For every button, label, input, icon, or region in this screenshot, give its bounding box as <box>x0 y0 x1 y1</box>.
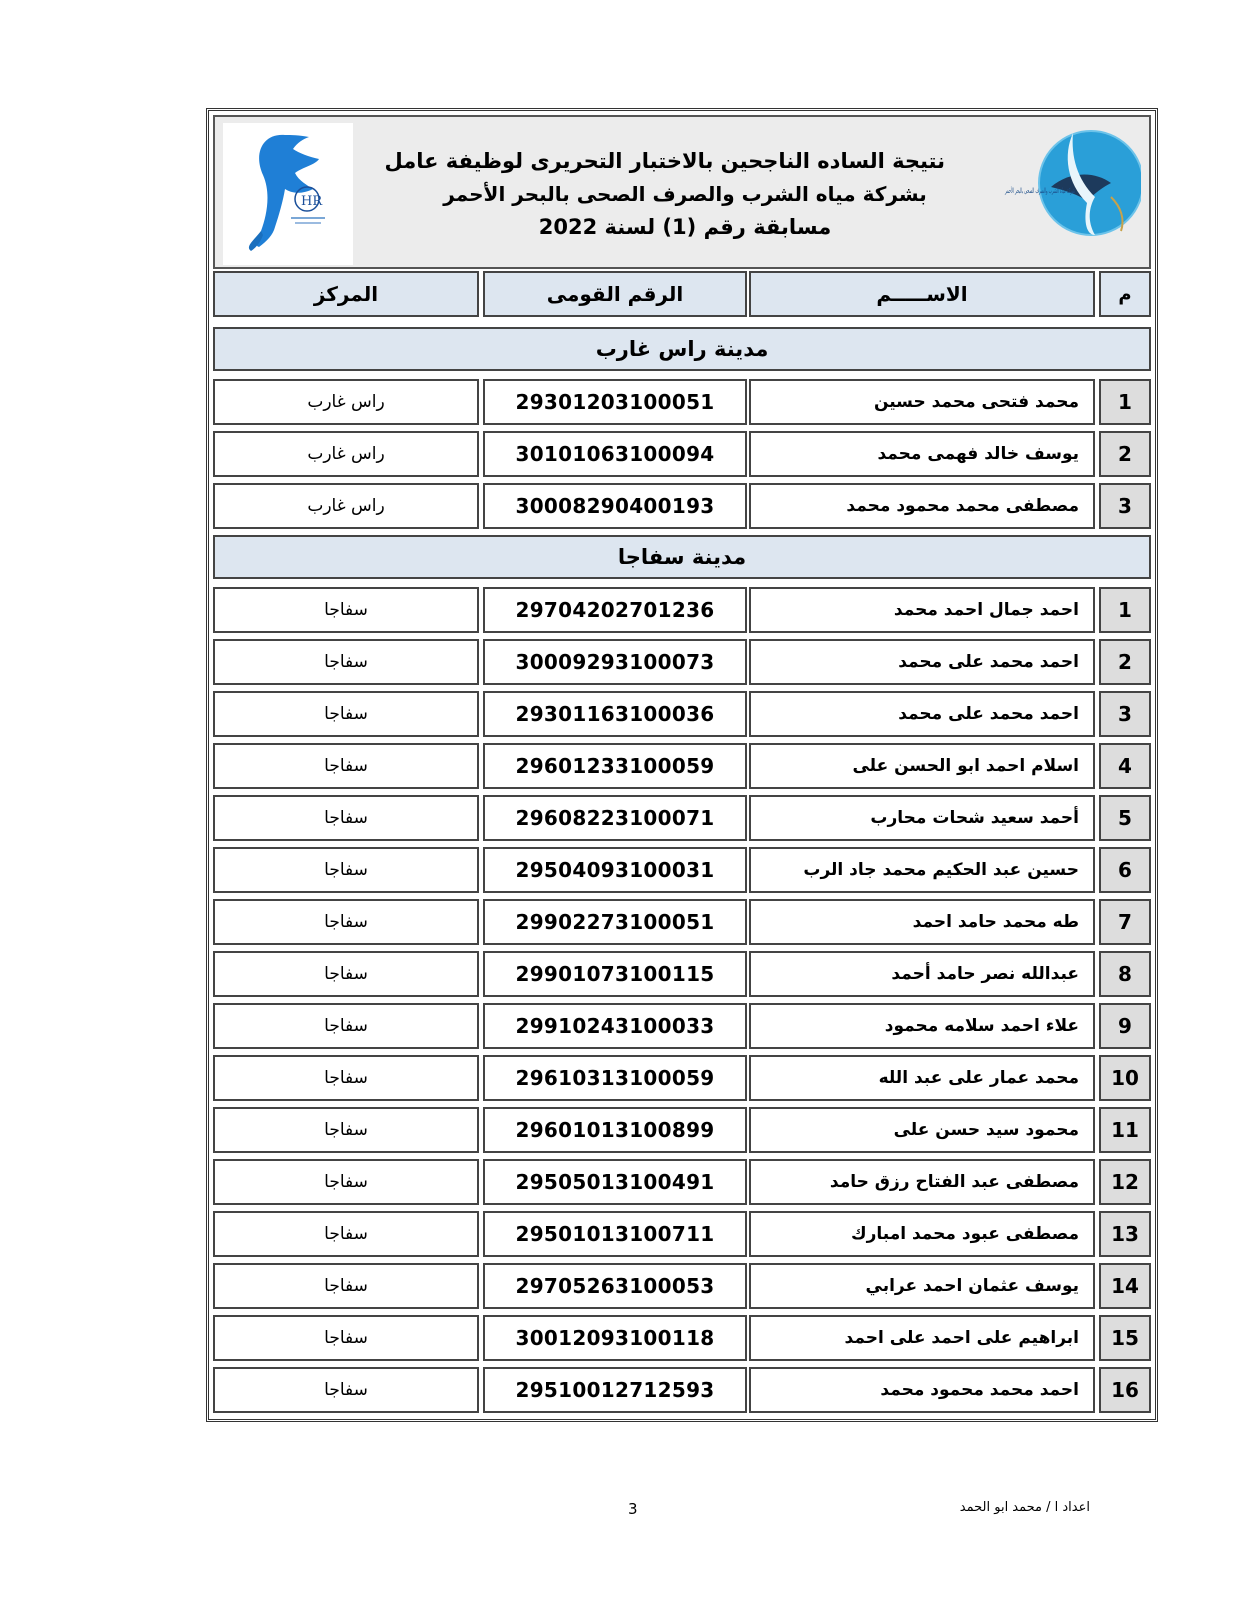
table-row <box>213 691 1151 737</box>
national-id-cell: 29901073100115 <box>483 951 747 997</box>
name-cell: محمد عمار على عبد الله <box>749 1055 1095 1101</box>
table-row <box>213 1055 1151 1101</box>
table-row <box>213 899 1151 945</box>
title-line-1: نتيجة الساده الناجحين بالاختبار التحريرى لوظيفة عامل <box>384 149 945 173</box>
center-cell: راس غارب <box>213 379 479 425</box>
table-row <box>213 379 1151 425</box>
table-row <box>213 587 1151 633</box>
center-cell: سفاجا <box>213 587 479 633</box>
center-cell: سفاجا <box>213 1055 479 1101</box>
name-cell: احمد محمد على محمد <box>749 691 1095 737</box>
table-row <box>213 1003 1151 1049</box>
name-cell: محمد فتحى محمد حسين <box>749 379 1095 425</box>
national-id-cell: 29501013100711 <box>483 1211 747 1257</box>
row-number-cell: 13 <box>1099 1211 1151 1257</box>
row-number-cell: 14 <box>1099 1263 1151 1309</box>
national-id-cell: 29301203100051 <box>483 379 747 425</box>
water-company-logo-icon <box>991 127 1141 247</box>
center-cell: سفاجا <box>213 1263 479 1309</box>
name-cell: اسلام احمد ابو الحسن على <box>749 743 1095 789</box>
national-id-cell: 29705263100053 <box>483 1263 747 1309</box>
column-header-national-id: الرقم القومى <box>483 271 747 317</box>
table-row <box>213 1107 1151 1153</box>
national-id-cell: 29610313100059 <box>483 1055 747 1101</box>
center-cell: سفاجا <box>213 1107 479 1153</box>
table-header-row <box>213 271 1151 317</box>
name-cell: محمود سيد حسن على <box>749 1107 1095 1153</box>
table-row <box>213 1263 1151 1309</box>
results-document <box>206 108 1158 1422</box>
center-cell: سفاجا <box>213 847 479 893</box>
row-number-cell: 4 <box>1099 743 1151 789</box>
name-cell: طه محمد حامد احمد <box>749 899 1095 945</box>
name-cell: احمد محمد محمود محمد <box>749 1367 1095 1413</box>
row-number-cell: 3 <box>1099 483 1151 529</box>
row-number-cell: 7 <box>1099 899 1151 945</box>
national-id-cell: 30012093100118 <box>483 1315 747 1361</box>
row-number-cell: 2 <box>1099 431 1151 477</box>
row-number-cell: 5 <box>1099 795 1151 841</box>
name-cell: عبدالله نصر حامد أحمد <box>749 951 1095 997</box>
table-row <box>213 1159 1151 1205</box>
table-row <box>213 1211 1151 1257</box>
national-id-cell: 29902273100051 <box>483 899 747 945</box>
section-title-ras-gharib: مدينة راس غارب <box>213 327 1151 371</box>
table-row <box>213 951 1151 997</box>
center-cell: سفاجا <box>213 1315 479 1361</box>
national-id-cell: 30009293100073 <box>483 639 747 685</box>
center-cell: سفاجا <box>213 743 479 789</box>
center-cell: سفاجا <box>213 1211 479 1257</box>
row-number-cell: 2 <box>1099 639 1151 685</box>
name-cell: احمد محمد على محمد <box>749 639 1095 685</box>
center-cell: سفاجا <box>213 899 479 945</box>
national-id-cell: 29601013100899 <box>483 1107 747 1153</box>
national-id-cell: 30008290400193 <box>483 483 747 529</box>
name-cell: أحمد سعيد شحات محارب <box>749 795 1095 841</box>
name-cell: مصطفى محمد محمود محمد <box>749 483 1095 529</box>
row-number-cell: 6 <box>1099 847 1151 893</box>
row-number-cell: 3 <box>1099 691 1151 737</box>
national-id-cell: 29504093100031 <box>483 847 747 893</box>
center-cell: سفاجا <box>213 795 479 841</box>
national-id-cell: 30101063100094 <box>483 431 747 477</box>
title-line-2: بشركة مياه الشرب والصرف الصحى بالبحر الأحمر <box>443 182 927 206</box>
table-row <box>213 847 1151 893</box>
row-number-cell: 11 <box>1099 1107 1151 1153</box>
row-number-cell: 8 <box>1099 951 1151 997</box>
center-cell: راس غارب <box>213 431 479 477</box>
name-cell: حسين عبد الحكيم محمد جاد الرب <box>749 847 1095 893</box>
name-cell: يوسف خالد فهمى محمد <box>749 431 1095 477</box>
table-row <box>213 1367 1151 1413</box>
national-id-cell: 29608223100071 <box>483 795 747 841</box>
name-cell: علاء احمد سلامه محمود <box>749 1003 1095 1049</box>
national-id-cell: 29910243100033 <box>483 1003 747 1049</box>
section-title-safaga: مدينة سفاجا <box>213 535 1151 579</box>
national-id-cell: 29704202701236 <box>483 587 747 633</box>
table-row <box>213 639 1151 685</box>
center-cell: سفاجا <box>213 1003 479 1049</box>
name-cell: يوسف عثمان احمد عرابي <box>749 1263 1095 1309</box>
name-cell: احمد جمال احمد محمد <box>749 587 1095 633</box>
center-cell: سفاجا <box>213 639 479 685</box>
national-id-cell: 29510012712593 <box>483 1367 747 1413</box>
center-cell: سفاجا <box>213 1367 479 1413</box>
svg-text:HR: HR <box>301 194 323 209</box>
column-header-number: م <box>1099 271 1151 317</box>
row-number-cell: 1 <box>1099 379 1151 425</box>
document-header <box>213 115 1151 269</box>
name-cell: مصطفى عبود محمد امبارك <box>749 1211 1095 1257</box>
row-number-cell: 1 <box>1099 587 1151 633</box>
title-line-3: مسابقة رقم (1) لسنة 2022 <box>538 215 832 239</box>
svg-text:شركة مياه الشرب والصرف الصحى ب: شركة مياه الشرب والصرف الصحى بالبحر الأحمر <box>1005 187 1141 195</box>
column-header-name: الاســـــم <box>749 271 1095 317</box>
page-number: 3 <box>628 1500 638 1518</box>
row-number-cell: 16 <box>1099 1367 1151 1413</box>
center-cell: سفاجا <box>213 951 479 997</box>
center-cell: سفاجا <box>213 1159 479 1205</box>
national-id-cell: 29505013100491 <box>483 1159 747 1205</box>
column-header-center: المركز <box>213 271 479 317</box>
row-number-cell: 9 <box>1099 1003 1151 1049</box>
dolphin-logo-icon <box>223 123 353 265</box>
row-number-cell: 10 <box>1099 1055 1151 1101</box>
table-row <box>213 431 1151 477</box>
table-row <box>213 743 1151 789</box>
name-cell: ابراهيم على احمد على احمد <box>749 1315 1095 1361</box>
document-title <box>384 145 945 244</box>
table-row <box>213 795 1151 841</box>
national-id-cell: 29301163100036 <box>483 691 747 737</box>
table-row <box>213 1315 1151 1361</box>
name-cell: مصطفى عبد الفتاح رزق حامد <box>749 1159 1095 1205</box>
center-cell: سفاجا <box>213 691 479 737</box>
national-id-cell: 29601233100059 <box>483 743 747 789</box>
row-number-cell: 15 <box>1099 1315 1151 1361</box>
company-logo <box>991 127 1141 247</box>
footer-author: اعداد ا / محمد ابو الحمد <box>959 1500 1090 1515</box>
center-cell: راس غارب <box>213 483 479 529</box>
table-row <box>213 483 1151 529</box>
row-number-cell: 12 <box>1099 1159 1151 1205</box>
hr-logo <box>223 123 353 265</box>
